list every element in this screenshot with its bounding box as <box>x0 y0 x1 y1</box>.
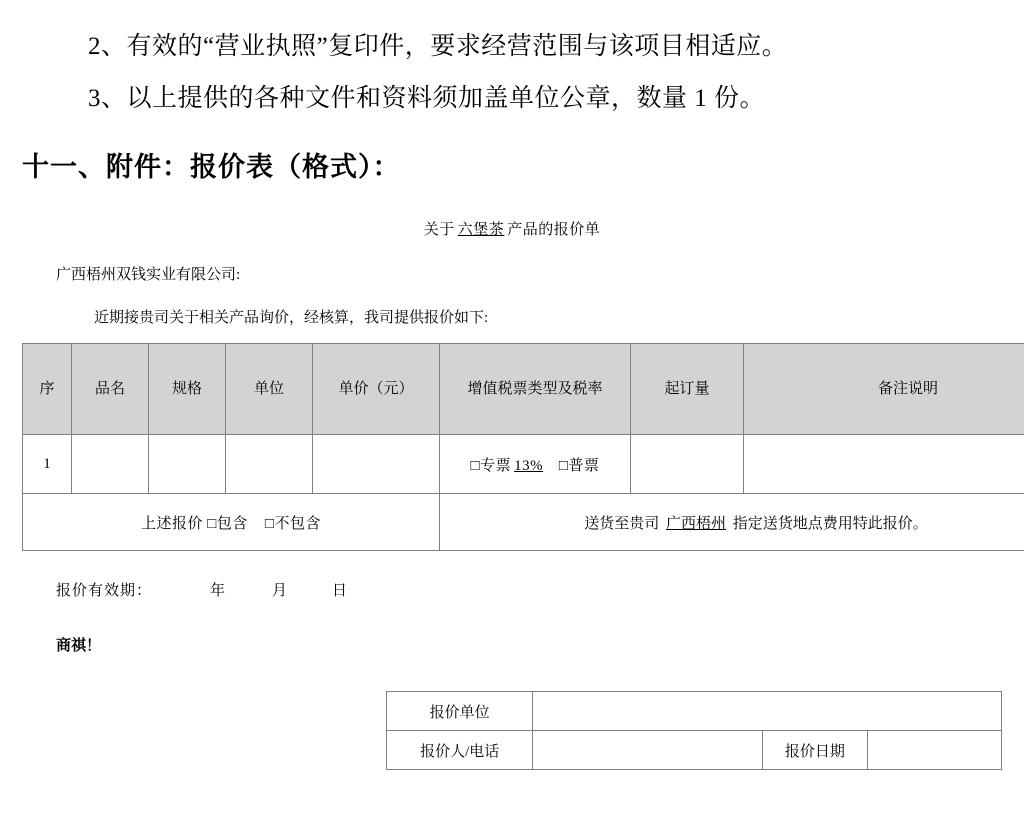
quote-table <box>22 343 1024 551</box>
header-seq: 序 <box>23 344 72 435</box>
cell-moq[interactable] <box>631 435 744 494</box>
quote-validity <box>56 579 1002 600</box>
cell-tax-type <box>440 435 631 494</box>
quote-intro: 近期接贵司关于相关产品询价，经核算，我司提供报价如下: <box>94 310 489 326</box>
value-quote-person[interactable] <box>533 731 762 770</box>
header-tax-type: 增值税票类型及税率 <box>440 344 631 435</box>
cell-seq: 1 <box>23 435 72 494</box>
quote-title-product: 六堡茶 <box>457 222 505 238</box>
signature-row-unit <box>387 692 1002 731</box>
cell-product-name[interactable] <box>72 435 149 494</box>
quote-title <box>22 218 1002 239</box>
table-footer-row <box>23 494 1024 551</box>
table-header-row <box>23 344 1024 435</box>
label-quote-person: 报价人/电话 <box>387 731 533 770</box>
footer-left-text: 上述报价 <box>141 515 204 532</box>
section-heading: 十一、附件：报价表（格式）： <box>22 152 401 182</box>
checkbox-normal-invoice[interactable]: □ <box>558 457 569 474</box>
clause-item-3: 3、以上提供的各种文件和资料须加盖单位公章，数量 1 份。 <box>88 84 766 112</box>
validity-day: 日 <box>332 583 349 599</box>
label-quote-unit: 报价单位 <box>387 692 533 731</box>
cell-spec[interactable] <box>149 435 226 494</box>
header-moq: 起订量 <box>631 344 744 435</box>
checkbox-include[interactable]: □ <box>207 515 217 532</box>
signature-block <box>22 691 1002 770</box>
cell-unit[interactable] <box>226 435 313 494</box>
checkbox-special-invoice[interactable]: □ <box>470 457 481 474</box>
label-special-invoice: 专票 <box>480 457 512 474</box>
quote-table-header <box>23 344 1024 435</box>
value-special-rate: 13% <box>514 457 544 474</box>
validity-year: 年 <box>210 583 227 599</box>
quote-table-body <box>23 435 1024 551</box>
quote-addressee: 广西梧州双钱实业有限公司: <box>56 267 241 283</box>
label-normal-invoice: 普票 <box>568 457 600 474</box>
validity-month: 月 <box>272 583 289 599</box>
header-remark: 备注说明 <box>744 344 1024 435</box>
signature-row-person <box>387 731 1002 770</box>
quote-title-prefix: 关于 <box>423 222 455 238</box>
footer-delivery-place: 广西梧州 <box>665 515 726 532</box>
cell-remark[interactable] <box>744 435 1024 494</box>
cell-unit-price[interactable] <box>313 435 440 494</box>
footer-right-suffix: 指定送货地点费用特此报价。 <box>732 515 928 532</box>
table-row <box>23 435 1024 494</box>
quotation-form <box>0 218 1024 770</box>
header-product-name: 品名 <box>72 344 149 435</box>
signature-table <box>386 691 1002 770</box>
validity-label: 报价有效期： <box>56 583 153 599</box>
header-spec: 规格 <box>149 344 226 435</box>
footer-right-prefix: 送货至贵司 <box>584 515 660 532</box>
checkbox-exclude[interactable]: □ <box>264 515 275 532</box>
header-unit: 单位 <box>226 344 313 435</box>
value-quote-unit[interactable] <box>533 692 1002 731</box>
quote-regards: 商祺！ <box>56 638 102 654</box>
header-unit-price: 单价（元） <box>313 344 440 435</box>
footer-delivery-note <box>440 494 1024 551</box>
label-exclude: 不包含 <box>274 515 321 532</box>
clause-item-2: 2、有效的“营业执照”复印件，要求经营范围与该项目相适应。 <box>88 33 788 60</box>
label-include: 包含 <box>216 515 248 532</box>
value-quote-date[interactable] <box>868 731 1002 770</box>
footer-shipping-terms <box>23 494 440 551</box>
quote-title-suffix: 产品的报价单 <box>507 222 601 238</box>
label-quote-date: 报价日期 <box>762 731 868 770</box>
